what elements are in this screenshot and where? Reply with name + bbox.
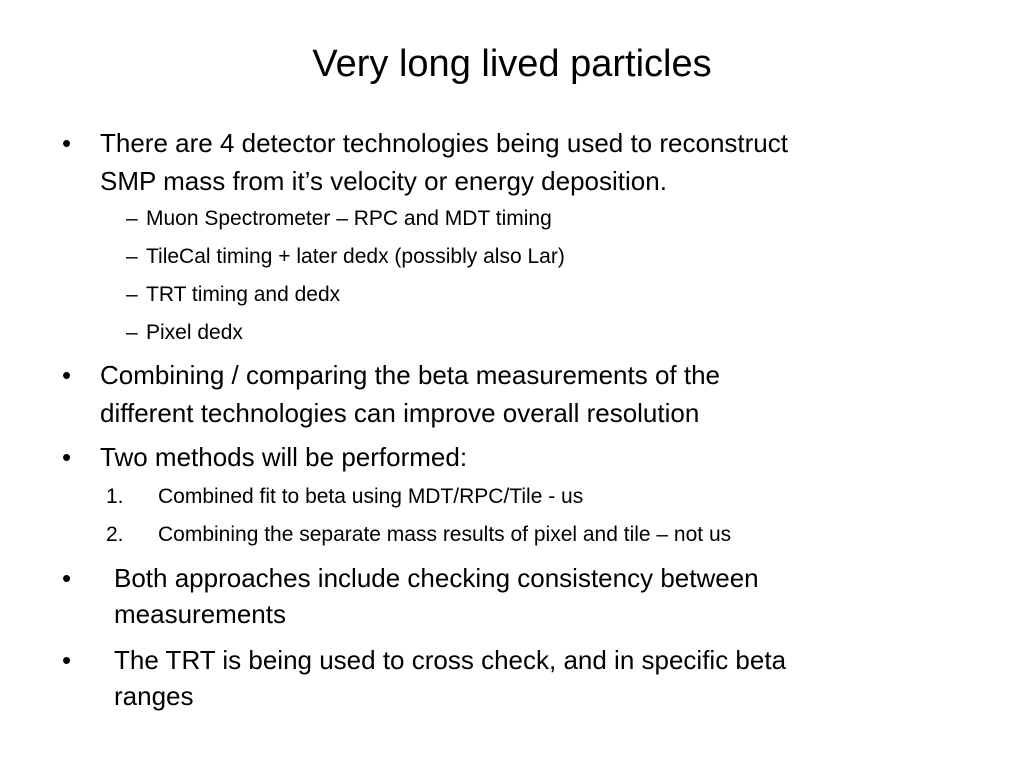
bullet-1-line-2: SMP mass from it’s velocity or energy deposition. <box>100 166 667 196</box>
bullet-1-line-1: There are 4 detector technologies being used to reconstruct <box>100 128 788 158</box>
number-marker: 1. <box>106 485 124 508</box>
dash-marker: – <box>126 245 138 268</box>
number-marker: 2. <box>106 523 124 546</box>
bullet-marker: • <box>62 442 72 472</box>
bullet-2-line-1: Combining / comparing the beta measurements of the <box>100 360 721 390</box>
sub-bullet-tilecal: TileCal timing + later dedx (possibly also Lar) <box>146 245 565 268</box>
bullet-2-line-2: different technologies can improve overall resolution <box>100 398 700 428</box>
dash-marker: – <box>126 207 138 230</box>
method-1: Combined fit to beta using MDT/RPC/Tile - us <box>158 485 584 508</box>
bullet-4-line-2: measurements <box>114 599 286 629</box>
slide-title: Very long lived particles <box>312 43 712 85</box>
bullet-marker: • <box>62 645 72 675</box>
bullet-marker: • <box>62 128 72 158</box>
bullet-marker: • <box>62 563 72 593</box>
sub-bullet-muon-spectrometer: Muon Spectrometer – RPC and MDT timing <box>146 207 552 230</box>
dash-marker: – <box>126 321 138 344</box>
bullet-3-line-1: Two methods will be performed: <box>100 442 468 472</box>
dash-marker: – <box>126 283 138 306</box>
bullet-marker: • <box>62 360 72 390</box>
sub-bullet-trt: TRT timing and dedx <box>146 283 341 306</box>
bullet-5-line-2: ranges <box>114 681 194 711</box>
bullet-4-line-1: Both approaches include checking consistency between <box>114 563 759 593</box>
bullet-5-line-1: The TRT is being used to cross check, and in specific beta <box>114 645 787 675</box>
sub-bullet-pixel: Pixel dedx <box>146 321 243 344</box>
method-2: Combining the separate mass results of pixel and tile – not us <box>158 523 732 546</box>
